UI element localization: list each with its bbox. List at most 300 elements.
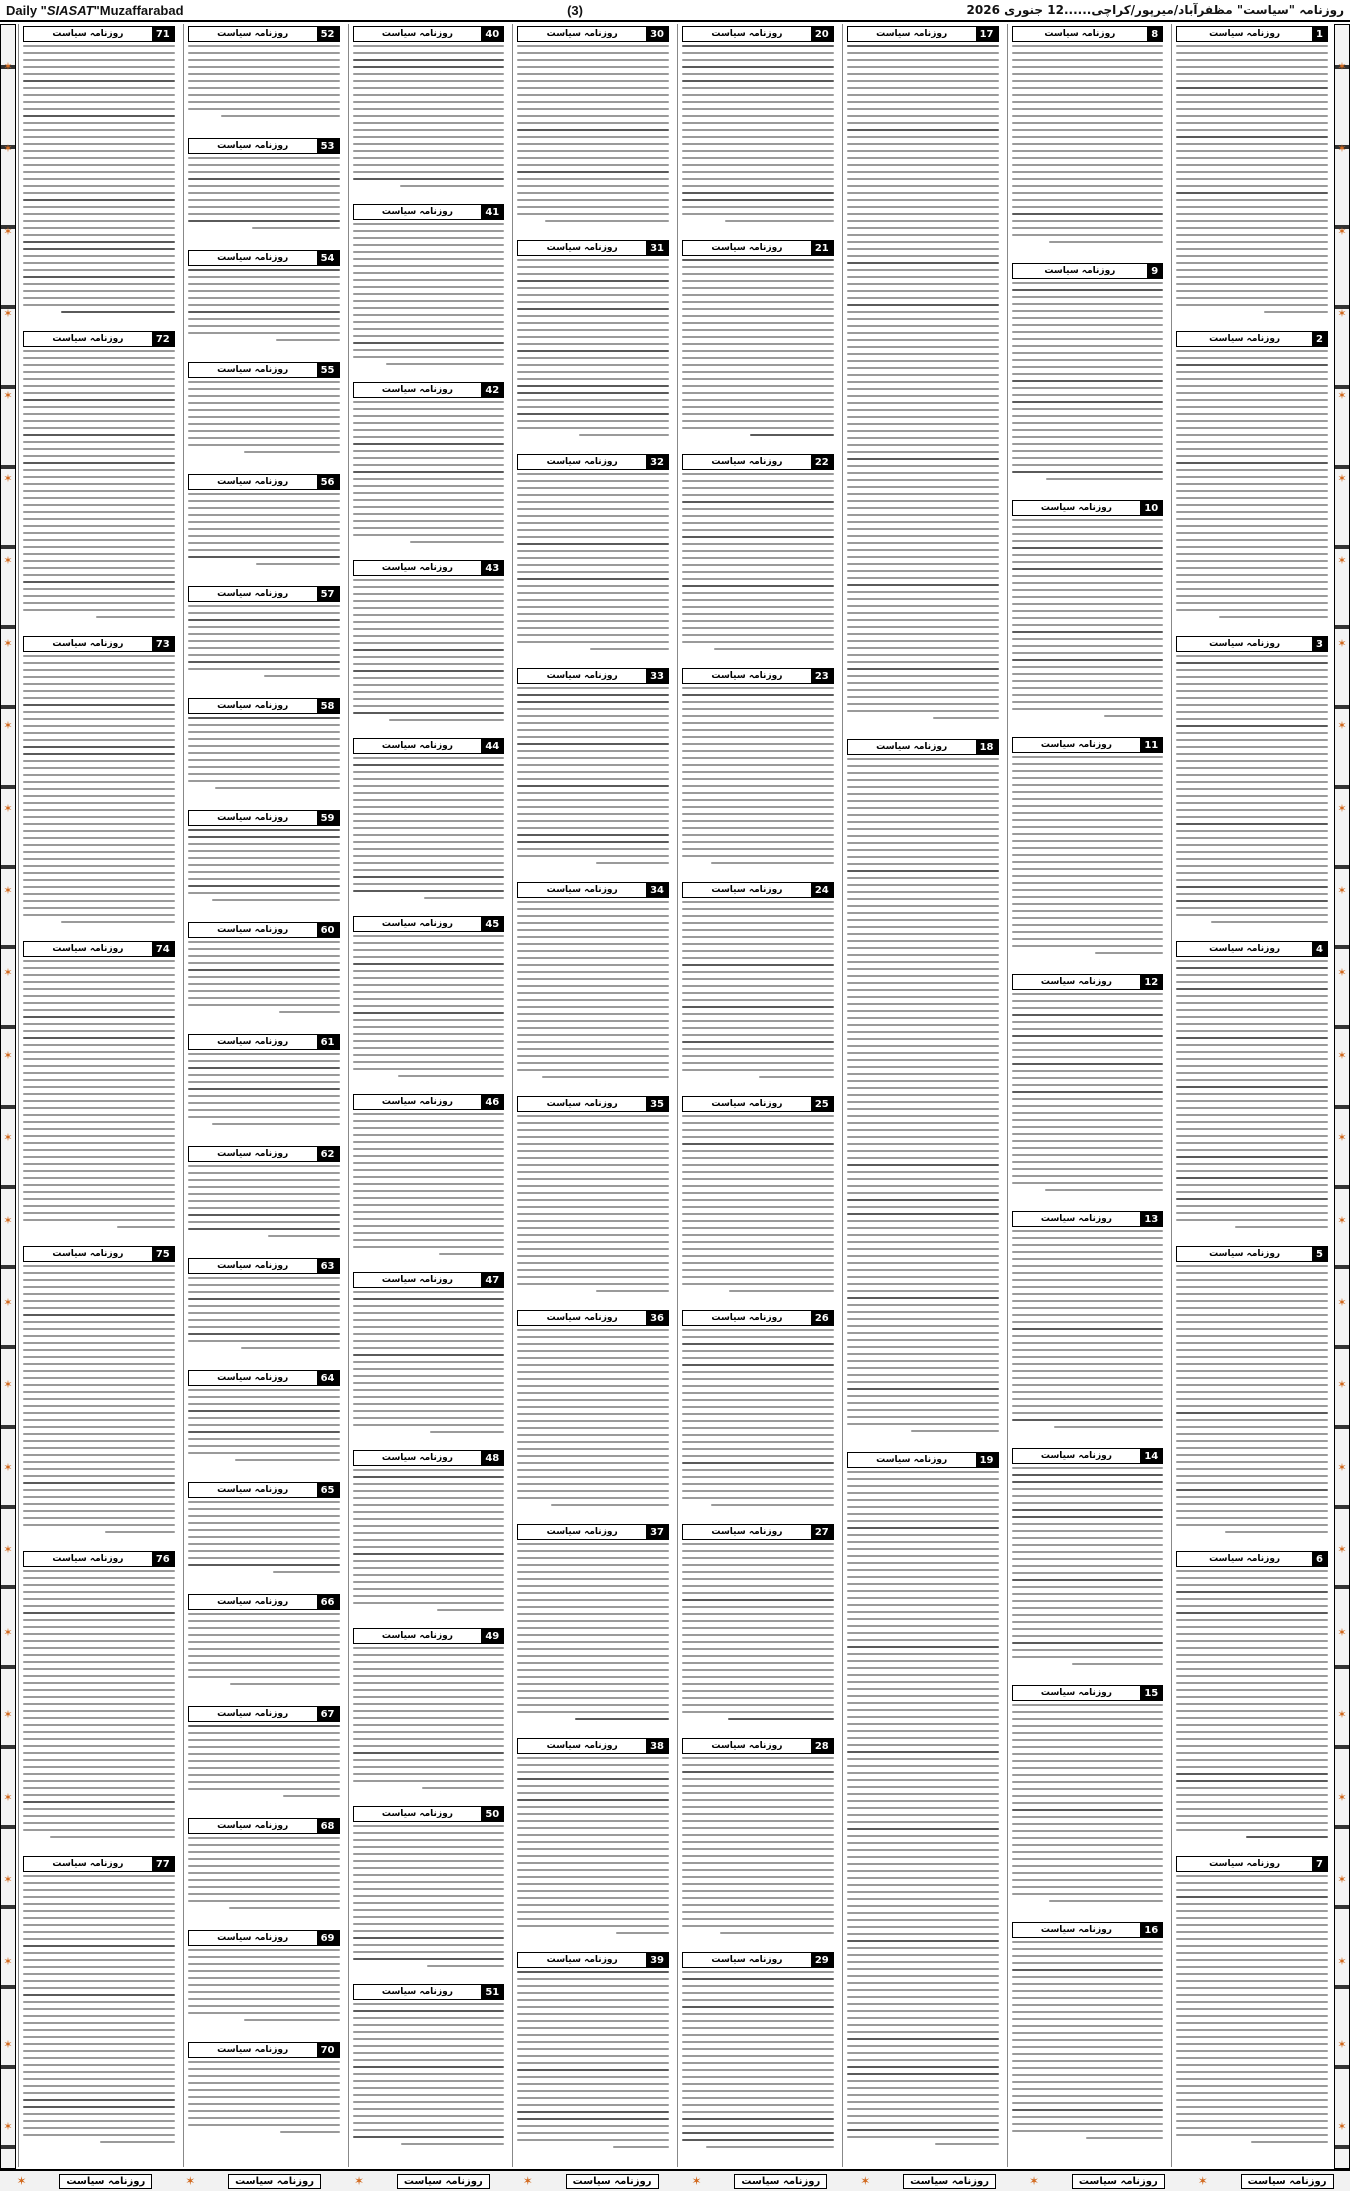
text-line <box>517 1918 669 1920</box>
text-line <box>1012 2081 1164 2083</box>
text-line <box>517 729 669 731</box>
text-line <box>682 701 834 703</box>
text-line <box>847 1751 999 1753</box>
text-line <box>1012 199 1164 201</box>
text-line <box>682 1690 834 1692</box>
text-line <box>1176 364 1328 366</box>
article-number: 8 <box>1147 27 1162 41</box>
text-line <box>847 1360 999 1362</box>
text-line <box>935 2143 999 2145</box>
text-line <box>1176 1391 1328 1393</box>
text-line <box>353 806 505 808</box>
text-line <box>847 549 999 551</box>
text-line <box>1176 2057 1328 2059</box>
star-icon: ✶ <box>3 1543 13 1557</box>
text-line <box>517 999 669 1001</box>
text-line <box>23 760 175 762</box>
text-line <box>188 983 340 985</box>
text-line <box>545 220 669 222</box>
text-line <box>847 989 999 991</box>
article-slug <box>1176 1551 1328 1567</box>
article-number: 59 <box>317 811 339 825</box>
text-line <box>1012 1175 1164 1177</box>
text-line <box>188 1977 340 1979</box>
text-line <box>682 1171 834 1173</box>
text-line <box>847 514 999 516</box>
text-line <box>1176 1079 1328 1081</box>
text-line <box>188 45 340 47</box>
text-line <box>1176 1184 1328 1186</box>
text-line <box>847 1311 999 1313</box>
text-line <box>188 1305 340 1307</box>
text-line <box>188 1095 340 1097</box>
text-line <box>682 1564 834 1566</box>
text-line <box>682 420 834 422</box>
text-line <box>847 689 999 691</box>
text-line <box>353 1895 505 1897</box>
text-line <box>847 1381 999 1383</box>
text-line <box>682 1427 834 1429</box>
text-line <box>847 1954 999 1956</box>
text-line <box>23 1517 175 1519</box>
text-line <box>422 1787 504 1789</box>
text-line <box>188 395 340 397</box>
text-line <box>1012 1997 1164 1999</box>
text-line <box>682 66 834 68</box>
text-line <box>23 1808 175 1810</box>
text-line <box>1176 1787 1328 1789</box>
text-line <box>1012 1070 1164 1072</box>
text-line <box>23 1314 175 1316</box>
text-line <box>1012 917 1164 919</box>
text-line <box>1012 408 1164 410</box>
text-line <box>682 1669 834 1671</box>
text-line <box>517 2034 669 2036</box>
text-line <box>353 2017 505 2019</box>
article-body <box>19 960 179 1228</box>
text-line <box>215 787 339 789</box>
text-line <box>1012 777 1164 779</box>
text-line <box>188 1424 340 1426</box>
text-line <box>1176 1447 1328 1449</box>
text-line <box>23 1794 175 1796</box>
text-line <box>353 1424 505 1426</box>
text-line <box>1012 1572 1164 1574</box>
text-line <box>847 1388 999 1390</box>
text-line <box>517 1364 669 1366</box>
text-line <box>847 528 999 530</box>
text-line <box>353 143 505 145</box>
article-number: 71 <box>152 27 174 41</box>
text-line <box>1176 1822 1328 1824</box>
text-line <box>517 206 669 208</box>
text-line <box>188 2082 340 2084</box>
article-number: 25 <box>811 1097 833 1111</box>
article-body <box>1008 1230 1168 1428</box>
text-line <box>682 157 834 159</box>
text-line <box>188 430 340 432</box>
text-line <box>23 497 175 499</box>
text-line <box>517 1757 669 1759</box>
news-article <box>1008 1211 1168 1444</box>
star-icon: ✶ <box>3 801 13 815</box>
text-line <box>682 2020 834 2022</box>
star-icon: ✶ <box>1337 1708 1347 1722</box>
news-article <box>678 882 838 1092</box>
text-line <box>353 1368 505 1370</box>
text-line <box>188 1284 340 1286</box>
text-line <box>1176 1300 1328 1302</box>
text-line <box>682 1041 834 1043</box>
text-line <box>23 1002 175 1004</box>
text-line <box>1012 1502 1164 1504</box>
news-article <box>349 560 509 734</box>
text-line <box>1176 1910 1328 1912</box>
text-line <box>517 1704 669 1706</box>
text-line <box>517 150 669 152</box>
text-line <box>188 626 340 628</box>
article-slug <box>188 1818 340 1834</box>
text-line <box>1176 1966 1328 1968</box>
text-line <box>517 1620 669 1622</box>
article-slug <box>517 1738 669 1754</box>
text-line <box>682 2111 834 2113</box>
text-line <box>847 1625 999 1627</box>
text-line <box>1176 87 1328 89</box>
article-slug <box>188 474 340 490</box>
text-line <box>23 1072 175 1074</box>
text-line <box>1012 1286 1164 1288</box>
text-line <box>1176 1591 1328 1593</box>
news-article <box>678 1524 838 1734</box>
text-line <box>517 1578 669 1580</box>
text-line <box>23 844 175 846</box>
text-line <box>23 476 175 478</box>
text-line <box>1012 143 1164 145</box>
slug-brand: روزنامہ سیاست <box>381 919 453 929</box>
text-line <box>23 1987 175 1989</box>
article-body <box>1172 1570 1332 1838</box>
text-line <box>353 2094 505 2096</box>
text-line <box>1176 1342 1328 1344</box>
text-line <box>847 1821 999 1823</box>
text-line <box>847 1192 999 1194</box>
text-line <box>1086 2137 1163 2139</box>
text-line <box>1176 234 1328 236</box>
text-line <box>1176 262 1328 264</box>
text-line <box>847 1688 999 1690</box>
text-line <box>517 529 669 531</box>
text-line <box>517 2055 669 2057</box>
text-line <box>353 698 505 700</box>
text-line <box>353 335 505 337</box>
text-line <box>1012 52 1164 54</box>
text-line <box>1176 1510 1328 1512</box>
text-line <box>517 1441 669 1443</box>
text-line <box>517 322 669 324</box>
text-line <box>517 1227 669 1229</box>
text-line <box>188 1410 340 1412</box>
news-article <box>513 1310 673 1520</box>
text-line <box>1176 732 1328 734</box>
text-line <box>682 743 834 745</box>
text-line <box>353 1567 505 1569</box>
text-line <box>188 1207 340 1209</box>
article-slug <box>188 586 340 602</box>
text-line <box>353 1361 505 1363</box>
text-line <box>23 1710 175 1712</box>
text-line <box>711 1504 834 1506</box>
text-line <box>847 1017 999 1019</box>
text-line <box>1176 73 1328 75</box>
text-line <box>1176 462 1328 464</box>
text-line <box>847 227 999 229</box>
text-line <box>1176 1584 1328 1586</box>
text-line <box>517 2083 669 2085</box>
text-line <box>847 1031 999 1033</box>
slug-brand: روزنامہ سیاست <box>217 1149 289 1159</box>
text-line <box>847 437 999 439</box>
article-number: 4 <box>1312 942 1327 956</box>
text-line <box>847 2010 999 2012</box>
text-line <box>682 1676 834 1678</box>
text-line <box>1012 924 1164 926</box>
text-line <box>517 1055 669 1057</box>
text-line <box>847 647 999 649</box>
slug-brand: روزنامہ سیاست <box>546 1741 618 1751</box>
text-line <box>353 478 505 480</box>
article-body <box>513 259 673 436</box>
text-line <box>188 1522 340 1524</box>
text-line <box>682 494 834 496</box>
text-line <box>353 2031 505 2033</box>
text-line <box>517 536 669 538</box>
text-line <box>23 1191 175 1193</box>
text-line <box>23 59 175 61</box>
text-line <box>517 1462 669 1464</box>
text-line <box>517 1848 669 1850</box>
text-line <box>1176 893 1328 895</box>
text-line <box>1176 2022 1328 2024</box>
text-line <box>1012 1412 1164 1414</box>
news-article <box>1172 331 1332 632</box>
text-line <box>23 1759 175 1761</box>
text-line <box>1012 115 1164 117</box>
text-line <box>23 108 175 110</box>
text-line <box>1176 1135 1328 1137</box>
text-line <box>517 1690 669 1692</box>
text-line <box>353 1654 505 1656</box>
text-line <box>1176 1503 1328 1505</box>
text-line <box>188 304 340 306</box>
text-line <box>682 820 834 822</box>
text-line <box>188 1179 340 1181</box>
text-line <box>1176 858 1328 860</box>
text-line <box>847 1157 999 1159</box>
star-icon: ✶ <box>3 306 13 320</box>
text-line <box>386 363 504 365</box>
text-line <box>353 970 505 972</box>
text-line <box>1012 1537 1164 1539</box>
text-line <box>847 835 999 837</box>
text-line <box>517 2076 669 2078</box>
text-line <box>23 1321 175 1323</box>
text-line <box>682 901 834 903</box>
text-line <box>353 527 505 529</box>
text-line <box>353 1305 505 1307</box>
text-line <box>23 1626 175 1628</box>
text-line <box>23 413 175 415</box>
text-line <box>682 150 834 152</box>
news-article <box>184 474 344 582</box>
slug-brand: روزنامہ سیاست <box>217 1037 289 1047</box>
news-article <box>1172 1246 1332 1547</box>
text-line <box>517 336 669 338</box>
text-line <box>682 1420 834 1422</box>
text-line <box>682 1834 834 1836</box>
text-line <box>398 1075 504 1077</box>
text-line <box>188 535 340 537</box>
text-line <box>1176 960 1328 962</box>
text-line <box>23 448 175 450</box>
text-line <box>517 908 669 910</box>
text-line <box>847 157 999 159</box>
text-line <box>847 1737 999 1739</box>
text-line <box>353 778 505 780</box>
text-line <box>682 1434 834 1436</box>
text-line <box>847 339 999 341</box>
text-line <box>1176 1759 1328 1761</box>
text-line <box>517 1799 669 1801</box>
text-line <box>1176 851 1328 853</box>
text-line <box>682 834 834 836</box>
text-line <box>1176 967 1328 969</box>
text-line <box>1176 1973 1328 1975</box>
text-line <box>353 122 505 124</box>
text-line <box>353 279 505 281</box>
text-line <box>517 1971 669 1973</box>
article-number: 45 <box>481 917 503 931</box>
text-line <box>1012 756 1164 758</box>
text-line <box>1176 767 1328 769</box>
text-line <box>23 788 175 790</box>
text-line <box>1176 690 1328 692</box>
text-line <box>353 115 505 117</box>
text-line <box>1176 420 1328 422</box>
article-slug <box>23 636 175 652</box>
text-line <box>682 1357 834 1359</box>
text-line <box>23 816 175 818</box>
news-article <box>843 739 1003 1448</box>
text-line <box>1012 1830 1164 1832</box>
article-slug <box>188 1370 340 1386</box>
text-line <box>1012 1586 1164 1588</box>
text-line <box>188 325 340 327</box>
news-article <box>184 1818 344 1926</box>
text-line <box>1176 574 1328 576</box>
article-slug <box>23 1856 175 1872</box>
text-line <box>517 522 669 524</box>
text-line <box>188 1564 340 1566</box>
text-line <box>1176 2127 1328 2129</box>
text-line <box>517 550 669 552</box>
text-line <box>188 1557 340 1559</box>
text-line <box>1012 171 1164 173</box>
text-line <box>353 2136 505 2138</box>
text-line <box>1176 662 1328 664</box>
page-number: (3) <box>567 2 583 18</box>
text-line <box>847 479 999 481</box>
article-number: 22 <box>811 455 833 469</box>
text-line <box>517 1157 669 1159</box>
text-line <box>353 1881 505 1883</box>
text-line <box>188 1389 340 1391</box>
text-line <box>1012 150 1164 152</box>
text-line <box>23 220 175 222</box>
text-line <box>1176 1030 1328 1032</box>
text-line <box>188 759 340 761</box>
text-line <box>1012 1265 1164 1267</box>
text-line <box>1176 1051 1328 1053</box>
text-line <box>1176 1605 1328 1607</box>
text-line <box>847 500 999 502</box>
text-line <box>353 223 505 225</box>
text-line <box>517 508 669 510</box>
text-line <box>1176 1987 1328 1989</box>
text-line <box>517 1069 669 1071</box>
text-line <box>117 1226 175 1228</box>
text-line <box>682 599 834 601</box>
article-number: 23 <box>811 669 833 683</box>
text-line <box>847 542 999 544</box>
text-line <box>682 185 834 187</box>
text-line <box>188 549 340 551</box>
text-line <box>353 1403 505 1405</box>
text-line <box>353 1005 505 1007</box>
text-line <box>682 1469 834 1471</box>
text-line <box>23 2078 175 2080</box>
article-body <box>184 381 344 453</box>
slug-brand: روزنامہ سیاست <box>546 1955 618 1965</box>
text-line <box>353 1291 505 1293</box>
text-line <box>353 45 505 47</box>
text-line <box>1176 1766 1328 1768</box>
text-line <box>188 1501 340 1503</box>
text-line <box>353 265 505 267</box>
text-line <box>188 164 340 166</box>
text-line <box>517 1985 669 1987</box>
text-line <box>353 1888 505 1890</box>
text-line <box>353 401 505 403</box>
text-line <box>23 283 175 285</box>
text-line <box>847 884 999 886</box>
text-line <box>353 998 505 1000</box>
text-line <box>1012 1419 1164 1421</box>
text-line <box>682 473 834 475</box>
text-line <box>682 908 834 910</box>
article-slug <box>188 2042 340 2058</box>
text-line <box>188 850 340 852</box>
text-line <box>517 620 669 622</box>
text-line <box>188 1340 340 1342</box>
text-line <box>517 213 669 215</box>
text-line <box>517 1357 669 1359</box>
text-line <box>353 600 505 602</box>
text-line <box>1012 1732 1164 1734</box>
text-line <box>517 1785 669 1787</box>
text-line <box>682 1985 834 1987</box>
text-line <box>188 1886 340 1888</box>
